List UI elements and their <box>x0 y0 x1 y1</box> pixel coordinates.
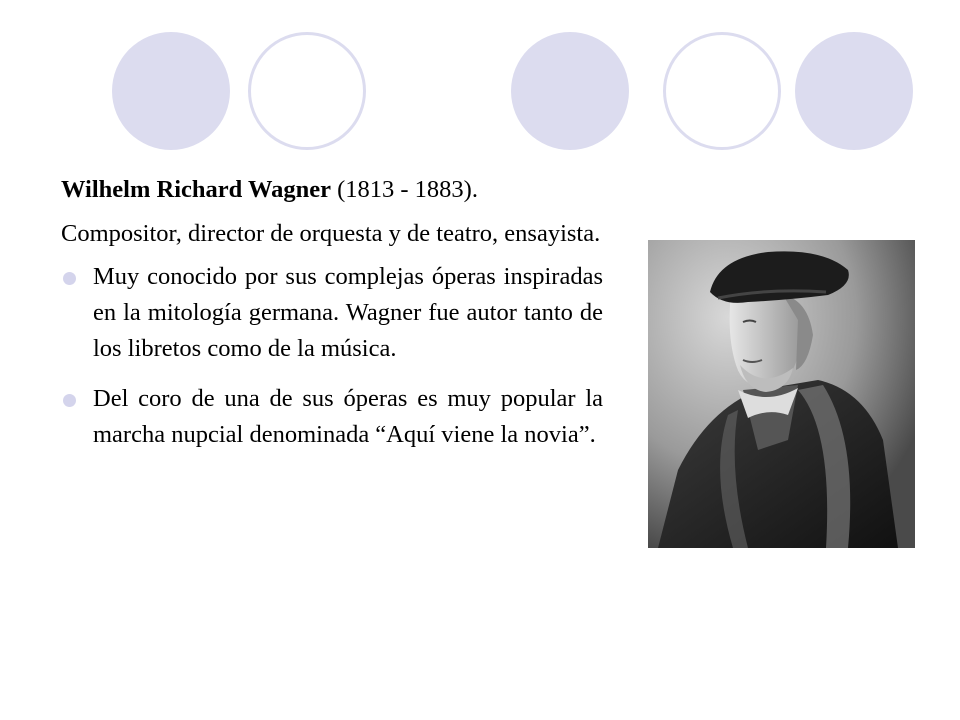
bullet-text-2: Del coro de una de sus óperas es muy popular la marcha nupcial denominada “Aquí viene la novia”. <box>93 385 603 448</box>
bullet-text-1: Muy conocido por sus complejas óperas inspiradas en la mitología germana. Wagner fue autor tanto de los libretos como de la música. <box>93 263 603 362</box>
composer-dates: (1813 - 1883). <box>330 176 478 203</box>
bullet-icon <box>63 394 76 407</box>
decor-circle-5 <box>795 32 913 150</box>
bullet-item-1 <box>61 259 603 367</box>
composer-name: Wilhelm Richard Wagner <box>61 176 331 203</box>
decor-circle-3 <box>511 32 629 150</box>
portrait-photo <box>648 240 915 548</box>
decor-circle-2 <box>248 32 366 150</box>
decor-circle-4 <box>663 32 781 150</box>
intro-text: Compositor, director de orquesta y de teatro, ensayista. <box>61 220 601 247</box>
slide-heading <box>61 172 603 208</box>
slide-text <box>61 172 603 467</box>
decor-circle-1 <box>112 32 230 150</box>
bullet-icon <box>63 272 76 285</box>
bullet-item-2 <box>61 381 603 453</box>
